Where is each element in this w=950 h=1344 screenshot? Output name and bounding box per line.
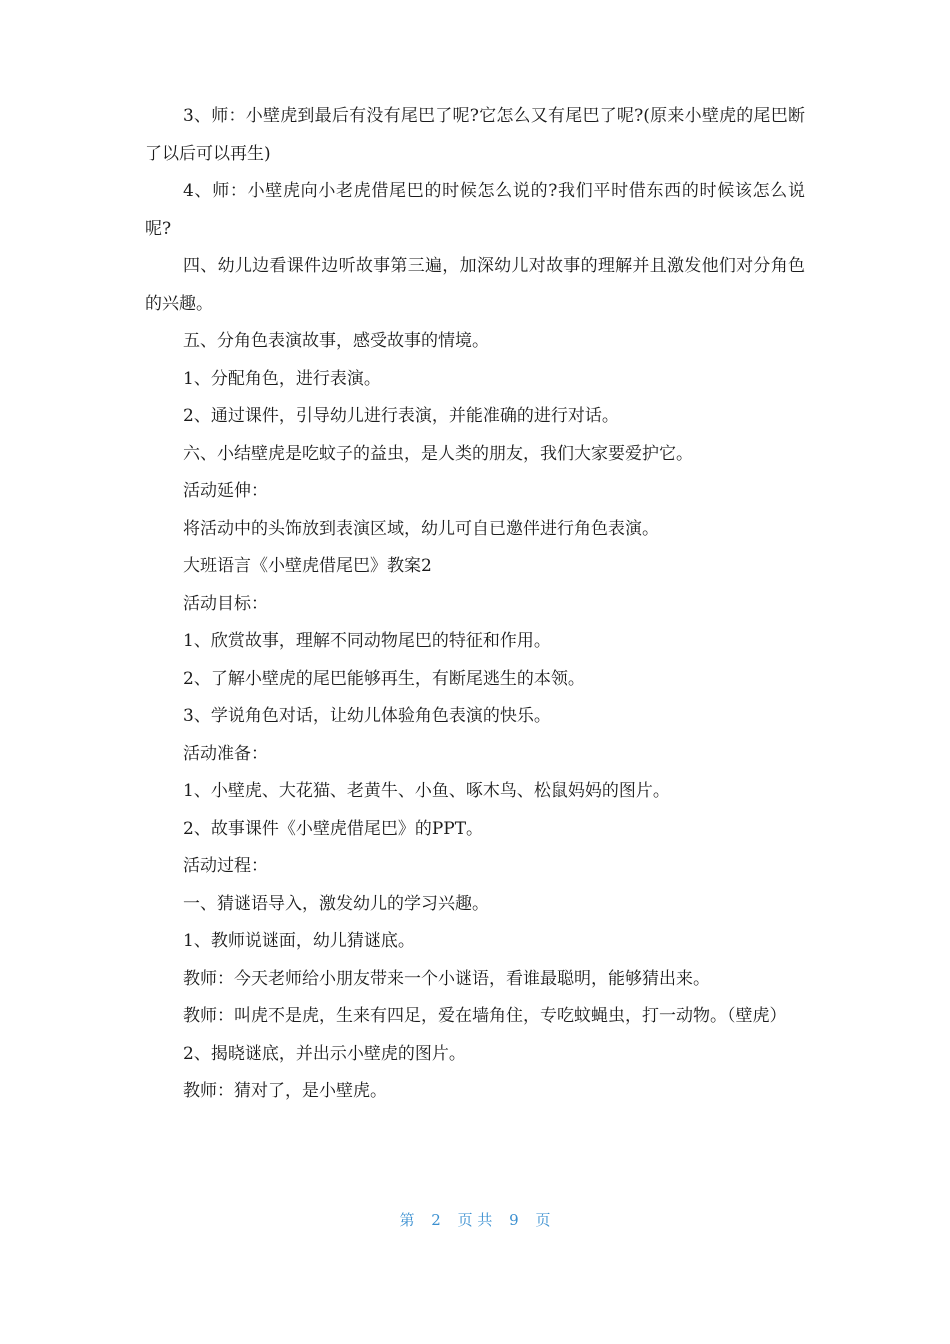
- page-footer: [0, 1209, 950, 1230]
- paragraph: 2、故事课件《小壁虎借尾巴》的PPT。: [183, 818, 484, 839]
- paragraph: 一、猜谜语导入，激发幼儿的学习兴趣。: [183, 893, 489, 914]
- paragraph: 教师：叫虎不是虎，生来有四足，爱在墙角住，专吃蚊蝇虫，打一动物。（壁虎）: [183, 1006, 787, 1026]
- paragraph: 1、小壁虎、大花猫、老黄牛、小鱼、啄木鸟、松鼠妈妈的图片。: [183, 781, 670, 801]
- paragraph: 2、了解小壁虎的尾巴能够再生，有断尾逃生的本领。: [183, 668, 585, 689]
- document-body: [145, 98, 805, 1111]
- footer-total-pages: 9: [509, 1211, 519, 1229]
- paragraph: 2、揭晓谜底，并出示小壁虎的图片。: [183, 1043, 466, 1064]
- paragraph: 四、幼儿边看课件边听故事第三遍，加深幼儿对故事的理解并且激发他们对分角色的兴趣。: [145, 256, 805, 314]
- paragraph: 3、学说角色对话，让幼儿体验角色表演的快乐。: [183, 706, 551, 726]
- lesson-title: 大班语言《小壁虎借尾巴》教案2: [183, 556, 432, 576]
- section-heading: 活动目标：: [183, 593, 268, 614]
- paragraph: 4、师：小壁虎向小老虎借尾巴的时候怎么说的?我们平时借东西的时候该怎么说呢?: [145, 181, 805, 239]
- footer-prefix: 第: [399, 1211, 415, 1229]
- paragraph: 五、分角色表演故事，感受故事的情境。: [183, 331, 489, 351]
- paragraph: 教师：猜对了，是小壁虎。: [183, 1081, 387, 1101]
- paragraph: 1、分配角色，进行表演。: [183, 368, 381, 389]
- footer-middle: 页 共: [457, 1211, 493, 1229]
- paragraph: 1、欣赏故事，理解不同动物尾巴的特征和作用。: [183, 631, 551, 651]
- paragraph: 1、教师说谜面，幼儿猜谜底。: [183, 931, 415, 951]
- section-heading: 活动过程：: [183, 856, 268, 876]
- paragraph: 六、小结壁虎是吃蚊子的益虫，是人类的朋友，我们大家要爱护它。: [183, 443, 693, 464]
- paragraph: 2、通过课件，引导幼儿进行表演，并能准确的进行对话。: [183, 406, 619, 426]
- section-heading: 活动延伸：: [183, 481, 268, 501]
- section-heading: 活动准备：: [183, 743, 268, 764]
- paragraph: 将活动中的头饰放到表演区域，幼儿可自已邀伴进行角色表演。: [183, 518, 659, 539]
- paragraph: 3、师：小壁虎到最后有没有尾巴了呢?它怎么又有尾巴了呢?(原来小壁虎的尾巴断了以后可以再生): [145, 106, 805, 164]
- footer-current-page: 2: [431, 1211, 441, 1229]
- footer-suffix: 页: [535, 1211, 551, 1229]
- paragraph: 教师：今天老师给小朋友带来一个小谜语，看谁最聪明，能够猜出来。: [183, 968, 710, 989]
